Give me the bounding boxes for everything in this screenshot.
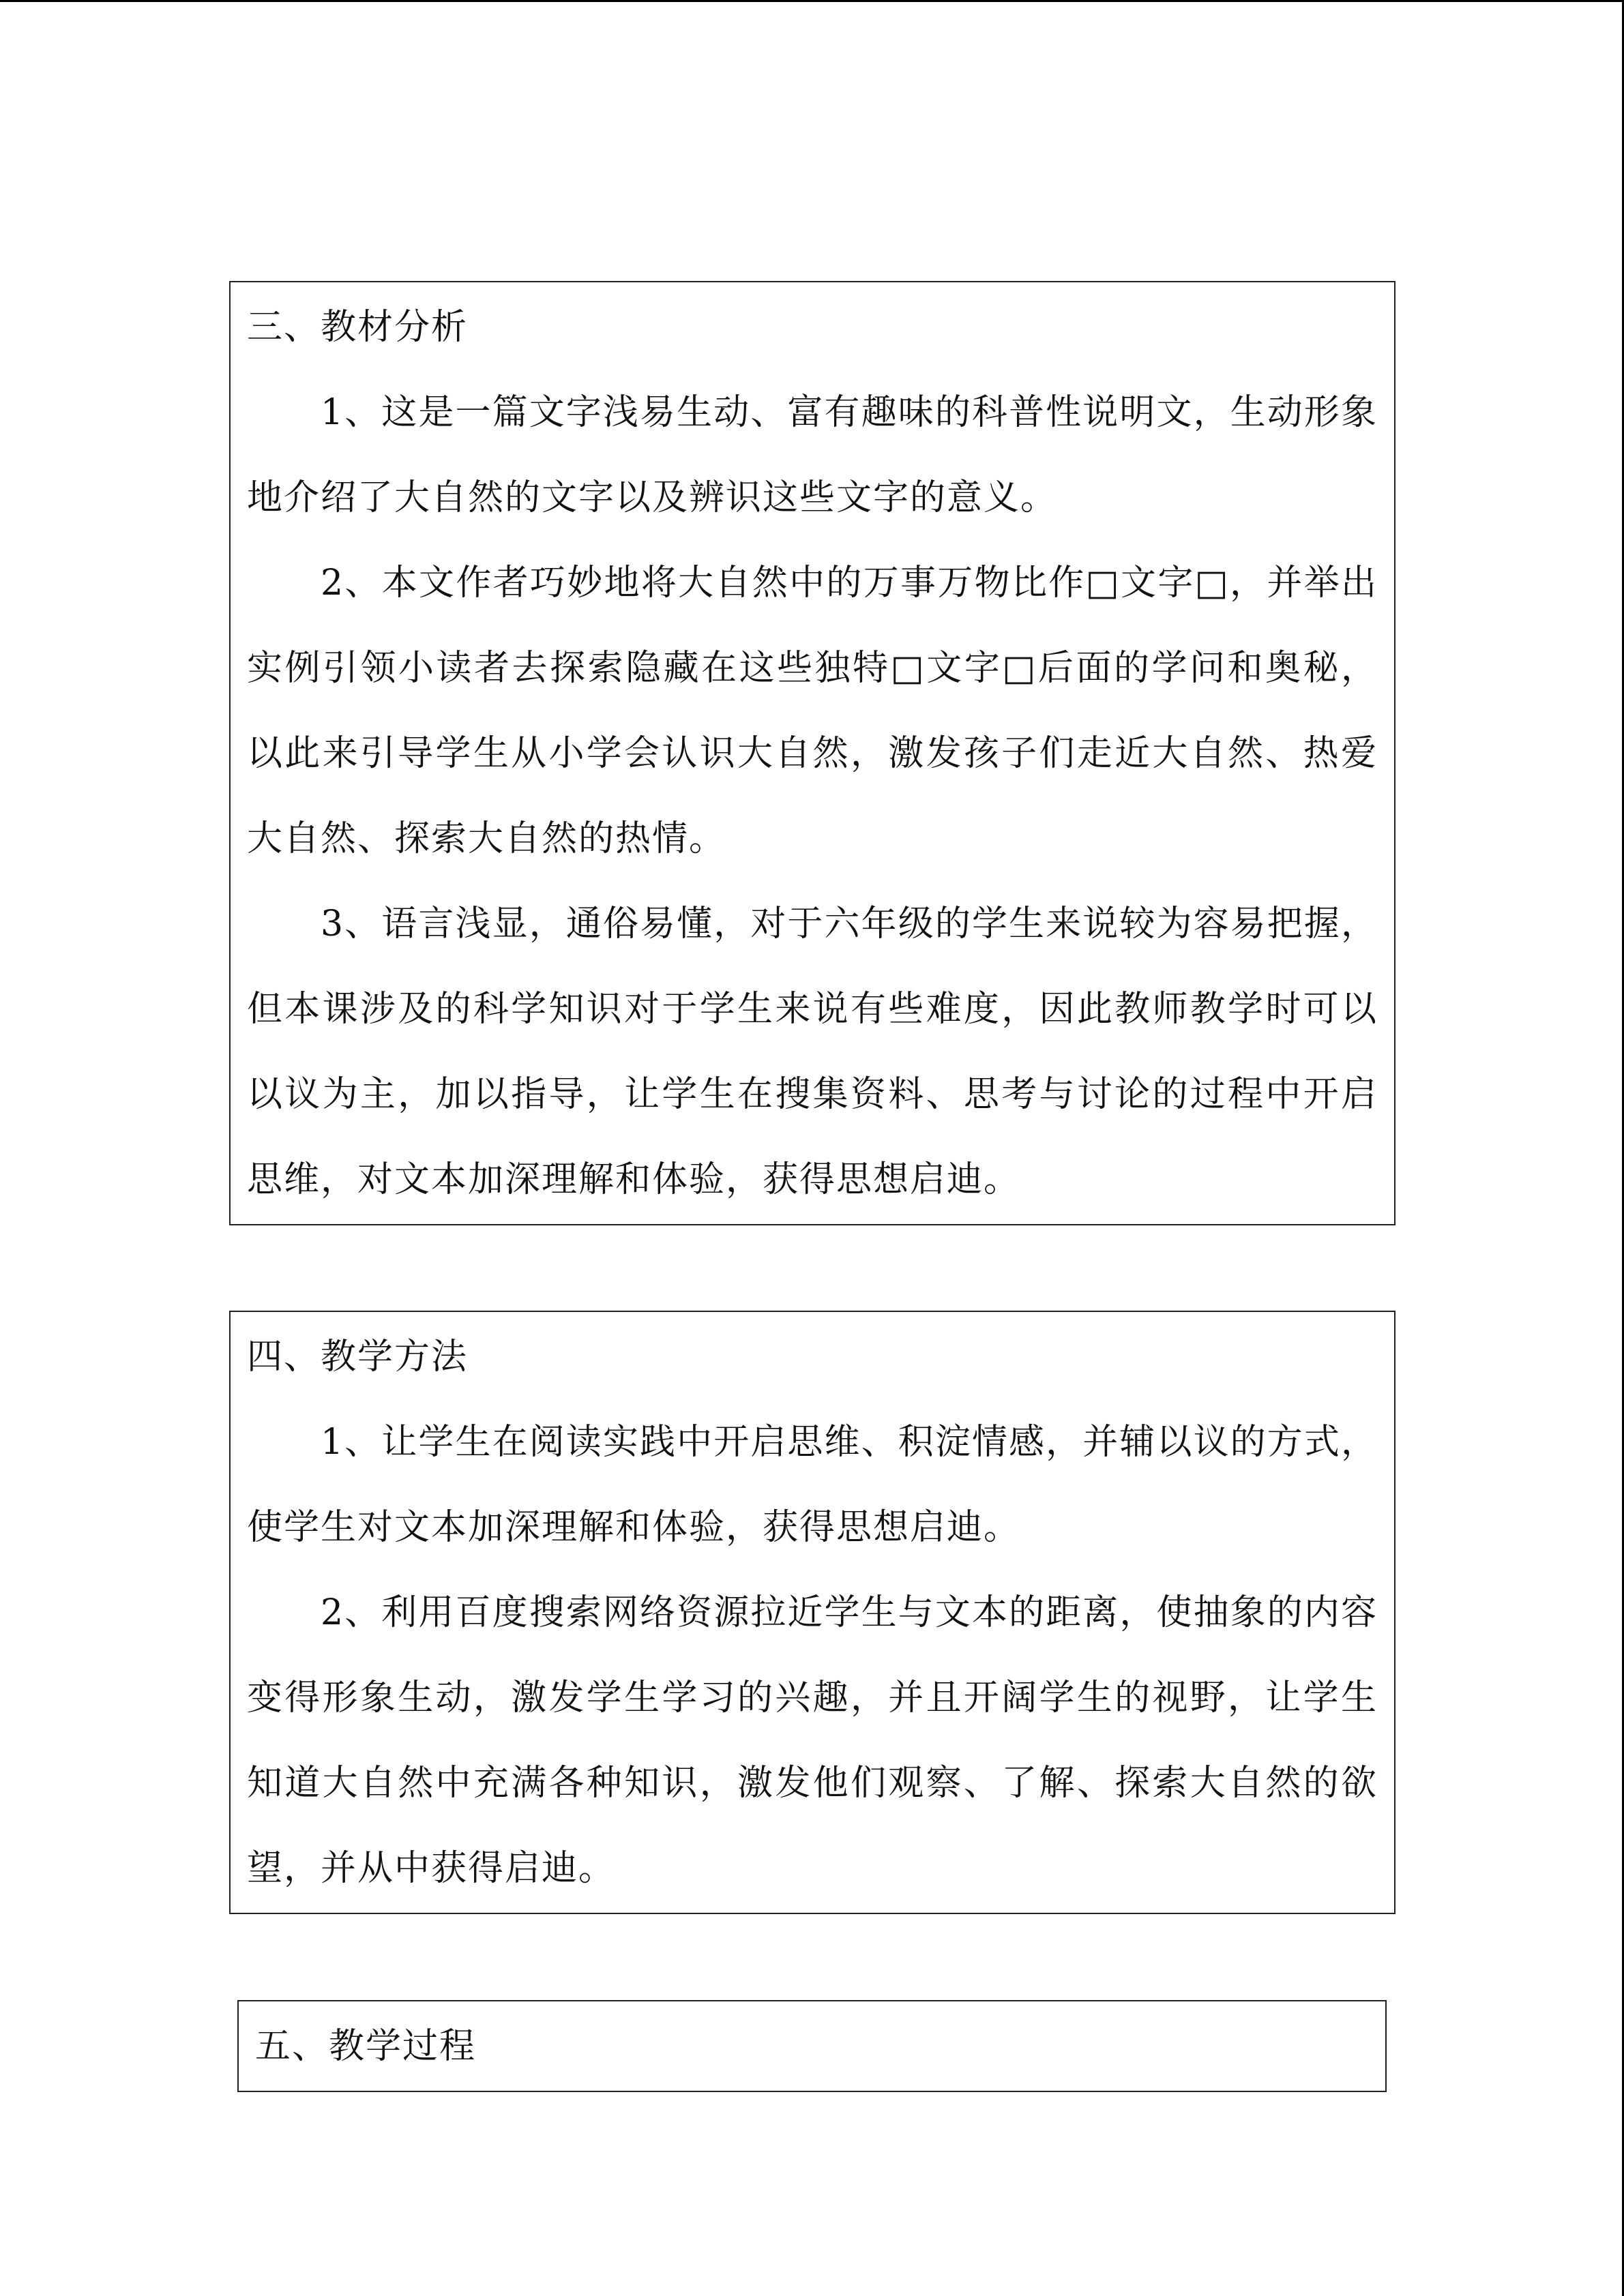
paragraph: 1、让学生在阅读实践中开启思维、积淀情感，并辅以议的方式，使学生对文本加深理解和体验，获得思想启迪。 [247, 1422, 1378, 1548]
section-teaching-methods [229, 1311, 1396, 1914]
paragraph: 2、本文作者巧妙地将大自然中的万事万物比作□文字□，并举出实例引领小读者去探索隐藏在这些独特□文字□后面的学问和奥秘，以此来引导学生从小学会认识大自然，激发孩子们走近大自然、热爱大自然、探索大自然的热情。 [247, 563, 1378, 859]
section-textbook-analysis [229, 281, 1396, 1225]
paragraph: 1、这是一篇文字浅易生动、富有趣味的科普性说明文，生动形象地介绍了大自然的文字以及辨识这些文字的意义。 [247, 392, 1378, 518]
section-heading: 四、教学方法 [247, 1337, 469, 1377]
section-teaching-process [237, 2000, 1387, 2092]
section-heading: 五、教学过程 [255, 2026, 477, 2067]
paragraph: 3、语言浅显，通俗易懂，对于六年级的学生来说较为容易把握，但本课涉及的科学知识对于学生来说有些难度，因此教师教学时可以以议为主，加以指导，让学生在搜集资料、思考与讨论的过程中开启思维，对文本加深理解和体验，获得思想启迪。 [247, 904, 1378, 1200]
paragraph: 2、利用百度搜索网络资源拉近学生与文本的距离，使抽象的内容变得形象生动，激发学生学习的兴趣，并且开阔学生的视野，让学生知道大自然中充满各种知识，激发他们观察、了解、探索大自然的欲望，并从中获得启迪。 [247, 1592, 1378, 1889]
section-heading: 三、教材分析 [247, 307, 469, 348]
page-border-top [0, 0, 1624, 2]
